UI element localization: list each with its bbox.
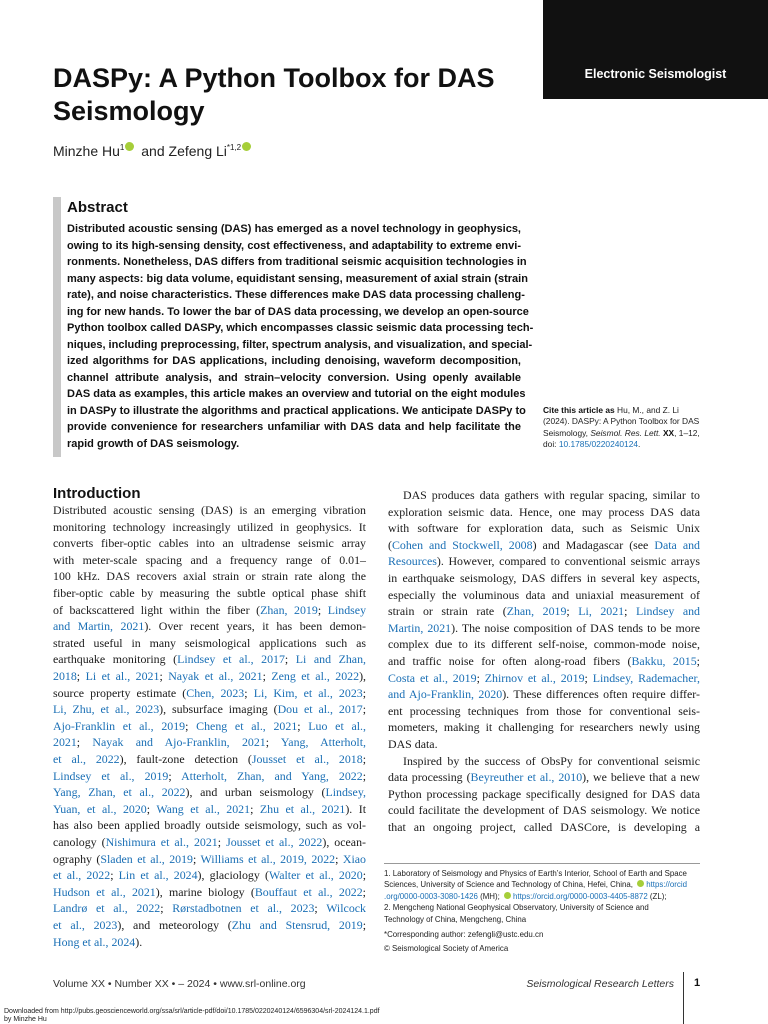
body-text-line — [388, 802, 700, 819]
citation-reference-link[interactable]: and Ajo-Franklin, 2020 — [388, 687, 503, 702]
body-text: ), and urban seismology ( — [185, 785, 326, 800]
citation-reference-link[interactable]: Yuan, et al., 2020 — [53, 801, 147, 816]
abstract-line: ized algorithms for DAS applications, including denoising, waveform decomposition, — [67, 355, 521, 367]
body-text: data processing ( — [388, 770, 471, 785]
body-text: ; — [146, 801, 157, 816]
author-name[interactable]: Minzhe Hu — [53, 143, 120, 159]
body-text-line — [388, 753, 700, 770]
body-text-line — [53, 867, 366, 884]
author-and-name[interactable]: and Zefeng Li — [141, 143, 227, 159]
orcid-link[interactable]: https://orcid — [646, 880, 687, 890]
footer-divider — [683, 972, 684, 1024]
body-text-line — [388, 587, 700, 604]
body-text-line — [53, 817, 366, 834]
body-text: ography ( — [53, 851, 101, 866]
body-text-line — [53, 851, 366, 868]
citation-reference-link[interactable]: Dou et al., 2017 — [277, 702, 363, 717]
citation-reference-link[interactable]: Zhan, 2019 — [260, 602, 318, 617]
section-tab — [543, 0, 768, 99]
body-text: ( — [388, 537, 392, 552]
citation-reference-link[interactable]: Nishimura et al., 2021 — [105, 835, 218, 849]
body-text: ; — [362, 868, 367, 883]
citation-reference-link[interactable]: Bakku, 2015 — [631, 654, 697, 668]
body-text: ), marine biology ( — [155, 884, 255, 899]
citation-reference-link[interactable]: Walter et al., 2020 — [268, 868, 363, 883]
citation-reference-link[interactable]: Li and Zhan, — [295, 652, 366, 667]
body-text-line — [53, 751, 366, 768]
body-text: canology ( — [53, 835, 106, 849]
body-text: ). These differences often require differ- — [502, 687, 700, 702]
body-text-line — [388, 736, 700, 753]
citation-reference-link[interactable]: Costa et al., 2019 — [388, 670, 477, 685]
body-text-line — [388, 819, 700, 836]
body-text: ; — [250, 801, 260, 816]
citation-reference-link[interactable]: Beyreuther et al., 2010 — [470, 770, 583, 785]
author-affiliation-sup: *1,2 — [226, 143, 242, 152]
citation-reference-link[interactable]: Lindsey and — [635, 604, 700, 619]
body-text: ), and meteorology ( — [117, 918, 232, 932]
citation-reference-link[interactable]: Chen, 2023 — [186, 685, 245, 700]
author-list — [53, 142, 254, 159]
body-text: with meter-scale spacing and a frequency range of 0.01– — [53, 552, 366, 567]
footnote-line: .org/0000-0003-3080-1426 (MH); https://orcid.org/0000-0003-4405-8872 (ZL); — [384, 891, 667, 901]
citation-label: Cite this article as — [543, 405, 615, 415]
body-text: ). The noise composition of DAS tends to be more — [451, 620, 700, 635]
body-text: in earthquake seismology, DAS differs in several key aspects, — [388, 571, 700, 585]
citation-reference-link[interactable]: Ajo-Franklin et al., 2019 — [53, 718, 186, 733]
citation-reference-link[interactable]: et al., 2022 — [53, 752, 120, 766]
body-text: ; — [262, 669, 272, 683]
body-text-line — [388, 636, 700, 653]
body-text: ) and Madagascar (see — [532, 537, 655, 552]
body-text-line — [388, 703, 700, 720]
body-text-line — [388, 570, 700, 587]
footnote-line: 2. Mengcheng National Geophysical Observatory, University of Science and — [384, 903, 649, 913]
body-text: ; — [476, 670, 485, 685]
citation-reference-link[interactable]: Cohen and Stockwell, 2008 — [391, 537, 533, 552]
body-text: ; — [362, 768, 366, 783]
citation-reference-link[interactable]: Lin et al., 2024 — [118, 868, 198, 883]
body-text-line — [388, 769, 700, 786]
body-text: mometers, making it challenging for researchers newly using — [388, 720, 700, 735]
body-text-line — [388, 653, 700, 670]
body-text: monitoring technology increasingly utilized in geophysics. It — [53, 519, 366, 534]
abstract-line: in DASPy to illustrate the algorithms and practical applications. We anticipate DASPy to — [67, 404, 526, 417]
section-label: Electronic Seismologist — [584, 67, 727, 81]
body-text: ; — [314, 901, 327, 916]
body-text-line — [53, 602, 366, 619]
citation-reference-link[interactable]: Resources — [388, 554, 437, 569]
citation-reference-link[interactable]: Atterholt, Zhan, and Yang, 2022 — [181, 768, 363, 783]
body-text: ; — [335, 851, 343, 866]
body-text-line — [53, 635, 366, 652]
body-text: ; — [76, 735, 93, 750]
citation-reference-link[interactable]: Bouffaut et al., 2022 — [254, 884, 363, 899]
body-text: ), glaciology ( — [197, 868, 269, 883]
citation-reference-link[interactable]: Wilcock — [326, 901, 366, 916]
body-text: ; — [160, 901, 173, 916]
body-text-line — [53, 784, 366, 801]
footnote-divider — [384, 863, 700, 864]
body-text-line — [53, 568, 366, 585]
abstract-line: rate), and noise characteristics. These differences make DAS data processing challeng- — [67, 289, 525, 301]
body-text: that an ongoing project, called DASCore, is developing a — [388, 820, 700, 834]
citation-reference-link[interactable]: Rørstadbotnen et al., 2023 — [172, 901, 315, 916]
article-title — [53, 62, 533, 128]
body-text: especially the voluminous data and uniaxial measurement of — [388, 587, 700, 602]
body-text: complex due to its different self-noise, common-mode noise, — [388, 637, 700, 652]
citation-line: doi: 10.1785/0220240124. — [543, 438, 641, 449]
body-text: ), — [359, 669, 367, 683]
body-text: ), ocean- — [322, 835, 366, 849]
body-text: ; — [284, 652, 296, 667]
body-text: ; — [317, 602, 328, 617]
body-text: ), subsurface imaging ( — [159, 702, 278, 717]
body-text: ; — [244, 685, 254, 700]
body-text: ent processing techniques from those for conventional seis- — [388, 703, 700, 718]
introduction-heading: Introduction — [53, 485, 141, 502]
citation-reference-link[interactable]: Yang, Atterholt, — [280, 735, 366, 750]
abstract-line: ing for new hands. To lower the bar of DAS data processing, we develop an open-source — [67, 305, 529, 318]
body-text-line — [388, 719, 700, 736]
citation-reference-link[interactable]: Zhu et al., 2021 — [259, 801, 346, 816]
body-text-line — [53, 934, 366, 951]
body-text: ). — [135, 934, 143, 949]
body-text: ; — [297, 718, 309, 733]
footer-issue-info: Volume XX • Number XX • – 2024 • www.srl-online.org — [53, 978, 306, 990]
citation-reference-link[interactable]: et al., 2023 — [53, 918, 118, 932]
body-text: ; — [265, 735, 281, 750]
orcid-link[interactable]: .org/0000-0003-3080-1426 — [384, 891, 478, 901]
body-text: 100 kHz. DAS recovers axial strain or strain rate along the — [53, 569, 366, 584]
citation-reference-link[interactable]: and Martin, 2021 — [53, 619, 145, 634]
citation-reference-link[interactable]: Li, Kim, et al., 2023 — [253, 685, 363, 700]
citation-reference-link[interactable]: Jousset et al., 2018 — [251, 752, 363, 766]
citation-reference-link[interactable]: Xiao — [342, 851, 367, 866]
body-text: ; — [362, 752, 366, 766]
citation-reference-link[interactable]: Hudson et al., 2021 — [53, 884, 156, 899]
body-text: DAS produces data gathers with regular spacing, similar to — [403, 488, 700, 502]
body-text-line — [53, 701, 366, 718]
body-text: ). However, compared to conventional seismic arrays — [436, 554, 700, 569]
body-text-line — [53, 535, 366, 552]
body-text: DAS data. — [388, 737, 438, 751]
body-text: ; — [159, 669, 169, 683]
citation-line: Seismology, Seismol. Res. Lett. XX, 1–12, — [543, 427, 700, 438]
body-text: Inspired by the success of ObsPy for conventional seismic — [403, 753, 700, 768]
citation-journal: Seismol. Res. Lett. — [590, 427, 661, 438]
abstract-line: Distributed acoustic sensing (DAS) has emerged as a novel technology in geophysics, — [67, 223, 521, 235]
body-text: ; — [362, 702, 366, 717]
body-text: ; — [362, 884, 366, 899]
body-text-line — [53, 718, 366, 735]
corresponding-author: *Corresponding author: zefengli@ustc.edu.cn — [384, 930, 544, 939]
orcid-icon — [504, 892, 511, 899]
body-text: has also been applied broadly outside seismology, such as vol- — [53, 818, 366, 833]
citation-reference-link[interactable]: Wang et al., 2021 — [156, 801, 251, 816]
citation-reference-link[interactable]: Lindsey et al., 2019 — [53, 768, 169, 783]
body-text-line — [53, 685, 366, 702]
citation-line: Cite this article as Hu, M., and Z. Li — [543, 405, 679, 415]
body-text-line — [53, 900, 366, 917]
body-text: ), fault-zone detection ( — [119, 752, 252, 766]
body-text: exploration seismic data. Hence, one may process DAS data — [388, 504, 700, 519]
body-text: and traffic noise for often along-road fibers ( — [388, 654, 632, 668]
citation-reference-link[interactable]: Lindsey, Rademacher, — [592, 670, 700, 685]
citation-reference-link[interactable]: Nayak et al., 2021 — [168, 669, 263, 683]
orcid-icon — [637, 880, 644, 887]
citation-reference-link[interactable]: Yang, Zhan, et al., 2022 — [53, 785, 186, 800]
footnote-line: 1. Laboratory of Seismology and Physics of Earth’s Interior, School of Earth and Space — [384, 869, 687, 878]
body-text: ; — [185, 718, 197, 733]
citation-reference-link[interactable]: Landrø et al., 2022 — [53, 901, 161, 916]
download-notice: Downloaded from http://pubs.geoscienceworld.org/ssa/srl/article-pdf/doi/10.1785/0220240124/6596304/srl-2024124.1.pdf — [4, 1008, 380, 1015]
body-text-line — [388, 686, 700, 703]
footer-journal-name: Seismological Research Letters — [526, 978, 674, 990]
body-text-line — [53, 502, 366, 519]
body-text: ; — [566, 604, 579, 619]
body-text-line — [53, 734, 366, 751]
citation-reference-link[interactable]: 2018 — [53, 669, 77, 683]
body-text: earthquake monitoring ( — [53, 652, 178, 667]
citation-reference-link[interactable]: Cheng et al., 2021 — [196, 718, 298, 733]
orcid-icon[interactable] — [242, 142, 251, 151]
citation-reference-link[interactable]: Jousset et al., 2022 — [226, 835, 323, 849]
body-text: ). It — [345, 801, 367, 816]
body-text: ; — [217, 835, 227, 849]
body-text: ). Over recent years, it has been demon- — [144, 619, 366, 634]
abstract-line: provide convenience for researchers unfamiliar with DAS data and help facilitate the — [67, 421, 521, 433]
doi-link[interactable]: 10.1785/0220240124 — [558, 438, 639, 449]
body-text-line — [388, 504, 700, 521]
body-text: could facilitate the development of DAS seismology. We notice — [388, 803, 700, 818]
citation-line: (2024). DASPy: A Python Toolbox for DAS — [543, 416, 700, 427]
citation-reference-link[interactable]: Li, 2021 — [578, 604, 625, 619]
body-text-line — [388, 603, 700, 620]
copyright-notice: © Seismological Society of America — [384, 944, 509, 953]
body-text: strain or strain rate ( — [388, 604, 507, 619]
body-text: fiber-optic cable by measuring the subtle optical phase shift — [53, 586, 366, 600]
body-text: strated useful in many seismological applications such as — [53, 635, 366, 650]
body-text: of backscattered light within the fiber ( — [53, 602, 261, 617]
abstract-sidebar-bar — [53, 197, 61, 457]
orcid-link[interactable]: https://orcid.org/0000-0003-4405-8872 — [513, 891, 648, 901]
citation-reference-link[interactable]: Sladen et al., 2019 — [100, 851, 193, 866]
body-text: Distributed acoustic sensing (DAS) is an emerging vibration — [53, 503, 366, 517]
citation-reference-link[interactable]: Nayak and Ajo-Franklin, 2021 — [92, 735, 266, 750]
body-text-line — [388, 620, 700, 637]
citation-reference-link[interactable]: Data and — [654, 537, 700, 552]
body-text-line — [388, 670, 700, 687]
body-text-line — [53, 651, 366, 668]
body-text: source property estimate ( — [53, 685, 187, 700]
page-number: 1 — [694, 977, 701, 989]
citation-reference-link[interactable]: Hong et al., 2024 — [53, 934, 136, 949]
abstract-heading: Abstract — [67, 199, 128, 216]
footnote-line: Sciences, University of Science and Technology of China, Hefei, China, https://orcid — [384, 880, 687, 890]
title-line-2: Seismology — [53, 96, 205, 126]
citation-reference-link[interactable]: Williams et al., 2019, 2022 — [200, 851, 336, 866]
footnote-line: Technology of China, Mengcheng, China — [384, 914, 527, 924]
citation-reference-link[interactable]: Li et al., 2021 — [85, 669, 160, 683]
body-text-line — [53, 519, 366, 536]
body-text: ; — [362, 685, 367, 700]
citation-reference-link[interactable]: Li, Zhu, et al., 2023 — [53, 702, 160, 717]
body-text: ; — [624, 604, 636, 619]
body-text-line — [53, 668, 366, 685]
abstract-line: rapid growth of DAS seismology. — [67, 437, 240, 450]
abstract-line: niques, including preprocessing, filter, spectrum analysis, and visualization, and special- — [67, 338, 533, 351]
abstract-line: owing to its high-sensing density, cost effectiveness, and adaptability to extreme envi- — [67, 239, 521, 252]
body-text: ; — [193, 851, 201, 866]
abstract-line: ronments. Nonetheless, DAS differs from traditional seismic acquisition technologies in — [67, 256, 527, 268]
author-affiliation-sup: 1 — [119, 143, 125, 152]
abstract-line: channel attribute analysis, and strain–velocity conversion. Using openly available — [67, 371, 521, 384]
download-notice: by Minzhe Hu — [4, 1016, 47, 1023]
abstract-line: many aspects: big data volume, equidistant sensing, measurement of axial strain (strain — [67, 272, 528, 285]
body-text-line — [388, 553, 700, 570]
body-text: ; — [584, 670, 593, 685]
citation-reference-link[interactable]: Zeng et al., 2022 — [271, 669, 360, 683]
citation-reference-link[interactable]: Zhu and Stensrud, 2019 — [231, 918, 363, 932]
body-text-line — [53, 552, 366, 569]
citation-reference-link[interactable]: Lindsey et al., 2017 — [177, 652, 285, 667]
body-text: ; — [110, 868, 119, 883]
citation-reference-link[interactable]: Luo et al., — [308, 718, 366, 733]
citation-reference-link[interactable]: 2021 — [53, 735, 77, 750]
citation-reference-link[interactable]: Zhan, 2019 — [506, 604, 567, 619]
body-text-line — [53, 768, 366, 785]
body-text-line — [53, 618, 366, 635]
citation-reference-link[interactable]: Lindsey, — [325, 785, 366, 800]
body-text-line — [53, 801, 366, 818]
body-text: Python processing package specifically designed for DAS data — [388, 786, 700, 801]
orcid-icon[interactable] — [125, 142, 134, 151]
citation-reference-link[interactable]: et al., 2022 — [53, 868, 111, 883]
body-text: ; — [76, 669, 86, 683]
citation-reference-link[interactable]: Zhirnov et al., 2019 — [484, 670, 585, 685]
citation-reference-link[interactable]: Martin, 2021 — [388, 620, 452, 635]
abstract-line: Python toolbox called DASPy, which encompasses classic seismic data processing tech- — [67, 322, 534, 334]
body-text-line — [388, 537, 700, 554]
body-text: ; — [168, 768, 182, 783]
body-text: ; — [362, 918, 366, 932]
body-text-line — [388, 487, 700, 504]
body-text: with software for exploration data, such as Seismic Unix — [388, 521, 700, 536]
body-text-line — [53, 884, 366, 901]
body-text: converts fiber-optic cables into an ultradense seismic array — [53, 536, 366, 551]
body-text-line — [53, 917, 366, 934]
body-text: ), we believe that a new — [582, 770, 700, 785]
body-text-line — [388, 786, 700, 803]
abstract-line: DAS data as examples, this article makes an overview and tutorial on the eight modules — [67, 388, 526, 400]
citation-reference-link[interactable]: Lindsey — [327, 602, 367, 617]
body-text-line — [53, 834, 366, 851]
body-text-line — [388, 520, 700, 537]
body-text-line — [53, 585, 366, 602]
body-text: ; — [696, 654, 700, 668]
title-line-1: DASPy: A Python Toolbox for DAS — [53, 63, 495, 93]
